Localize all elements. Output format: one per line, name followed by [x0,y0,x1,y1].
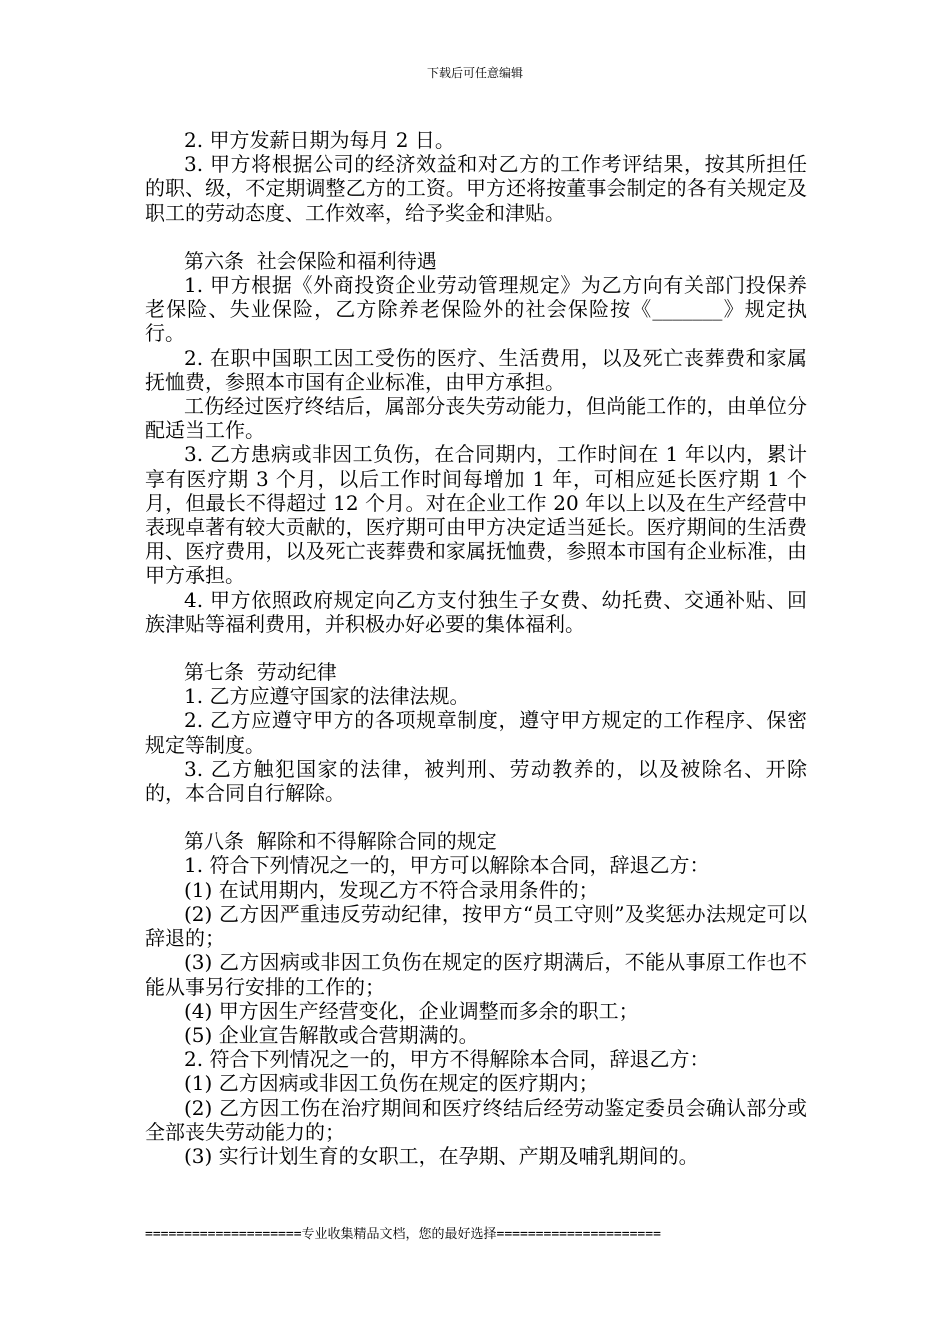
paragraph: 4. 甲方依照政府规定向乙方支付独生子女费、幼托费、交通补贴、回族津贴等福利费用，并积极办好必要的集体福利。 [145,587,807,636]
section-heading: 第六条 社会保险和福利待遇 [184,248,437,273]
paragraph: 1. 乙方应遵守国家的法律法规。 [184,684,470,709]
paragraph: 2. 甲方发薪日期为每月 2 日。 [184,128,455,152]
paragraph: 3. 乙方患病或非因工负伤，在合同期内，工作时间在 1 年以内，累计享有医疗期 3 个月，以后工作时间每增加 1 年，可相应延长医疗期 1 个月，但最长不得超过 12 个月。对在企业工作 20 年以上以及在生产经营中表现卓著有较大贡献的，医疗期可由甲方决定适当延长。医疗期间的生活费用、医疗费用，以及死亡丧葬费和家属抚恤费，参照本市国有企业标准，由甲方承担。 [145,442,807,588]
paragraph-gap [145,805,807,829]
page-header: 下载后可任意编辑 [426,66,523,80]
paragraph: 工伤经过医疗终结后，属部分丧失劳动能力，但尚能工作的，由单位分配适当工作。 [145,394,807,443]
paragraph: 2. 乙方应遵守甲方的各项规章制度，遵守甲方规定的工作程序、保密规定等制度。 [145,708,807,757]
section-heading: 第七条 劳动纪律 [184,660,337,685]
paragraph: 1. 甲方根据《外商投资企业劳动管理规定》为乙方向有关部门投保养老保险、失业保险，乙方除养老保险外的社会保险按《_______》规定执行。 [145,273,807,346]
page-footer: ====================专业收集精品文档，您的最好选择===================== [145,1227,661,1242]
paragraph: 3. 乙方触犯国家的法律，被判刑、劳动教养的，以及被除名、开除的，本合同自行解除。 [145,756,807,806]
list-item: (3) 乙方因病或非因工负伤在规定的医疗期满后，不能从事原工作也不能从事另行安排的工作的； [145,950,807,999]
document-body [145,128,807,1168]
paragraph-gap [145,636,807,660]
list-item: (3) 实行计划生育的女职工，在孕期、产期及哺乳期间的。 [184,1143,699,1168]
list-item: (1) 在试用期内，发现乙方不符合录用条件的； [184,877,599,902]
section-heading: 第八条 解除和不得解除合同的规定 [184,829,497,854]
list-item: (4) 甲方因生产经营变化，企业调整而多余的职工； [184,998,639,1023]
paragraph: 2. 符合下列情况之一的，甲方不得解除本合同，辞退乙方： [184,1047,710,1072]
list-item: (2) 乙方因工伤在治疗期间和医疗终结后经劳动鉴定委员会确认部分或全部丧失劳动能力的； [145,1095,807,1144]
paragraph-gap [145,225,807,249]
paragraph: 3. 甲方将根据公司的经济效益和对乙方的工作考评结果，按其所担任的职、级，不定期调整乙方的工资。甲方还将按董事会制定的各有关规定及职工的劳动态度、工作效率，给予奖金和津贴。 [145,152,807,225]
list-item: (2) 乙方因严重违反劳动纪律，按甲方“员工守则”及奖惩办法规定可以辞退的； [145,901,807,951]
list-item: (5) 企业宣告解散或合营期满的。 [184,1022,479,1047]
paragraph: 2. 在职中国职工因工受伤的医疗、生活费用，以及死亡丧葬费和家属抚恤费，参照本市国有企业标准，由甲方承担。 [145,345,807,394]
paragraph: 1. 符合下列情况之一的，甲方可以解除本合同，辞退乙方： [184,853,710,878]
list-item: (1) 乙方因病或非因工负伤在规定的医疗期内； [184,1071,599,1096]
